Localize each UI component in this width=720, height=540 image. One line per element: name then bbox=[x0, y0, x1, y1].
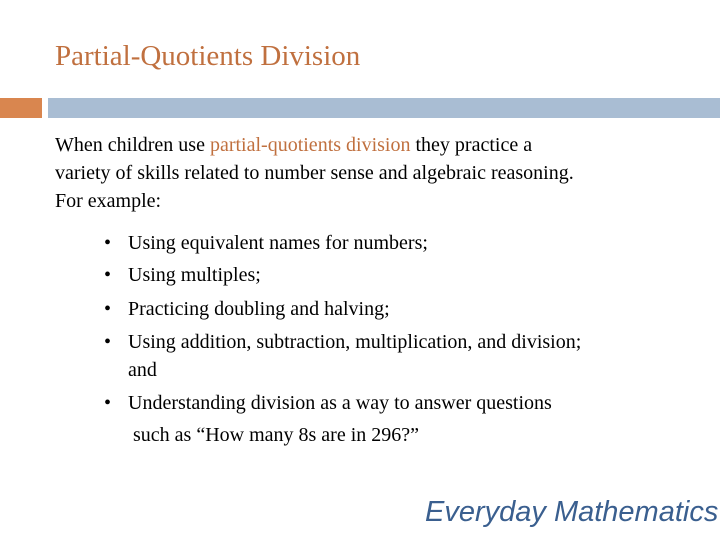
header-rule bbox=[48, 98, 720, 118]
bullet-icon: • bbox=[104, 331, 112, 353]
intro-line-2: variety of skills related to number sense and algebraic reasoning. bbox=[55, 162, 574, 184]
bullet-text: Using equivalent names for numbers; bbox=[128, 232, 428, 254]
intro-text-start: When children use bbox=[55, 134, 210, 156]
intro-line-3: For example: bbox=[55, 190, 162, 212]
bullet-text: Using addition, subtraction, multiplication, and division; bbox=[128, 331, 582, 353]
bullet-text: Using multiples; bbox=[128, 264, 261, 286]
bullet-text-continuation: such as “How many 8s are in 296?” bbox=[128, 424, 420, 446]
bullet-icon: • bbox=[104, 392, 112, 414]
accent-bar bbox=[0, 98, 42, 118]
intro-highlight: partial-quotients division bbox=[209, 134, 411, 156]
bullet-text: Practicing doubling and halving; bbox=[128, 298, 390, 320]
bullet-icon: • bbox=[104, 264, 112, 286]
bullet-icon: • bbox=[104, 298, 112, 320]
slide-title: Partial-Quotients Division bbox=[55, 40, 361, 72]
bullet-text-continuation: and bbox=[128, 359, 157, 381]
bullet-text: Understanding division as a way to answer questions bbox=[128, 392, 552, 414]
bullet-icon: • bbox=[104, 232, 112, 254]
intro-paragraph bbox=[55, 131, 655, 215]
intro-text-end: they practice a bbox=[410, 134, 533, 156]
footer-brand: Everyday Mathematics bbox=[425, 496, 719, 528]
